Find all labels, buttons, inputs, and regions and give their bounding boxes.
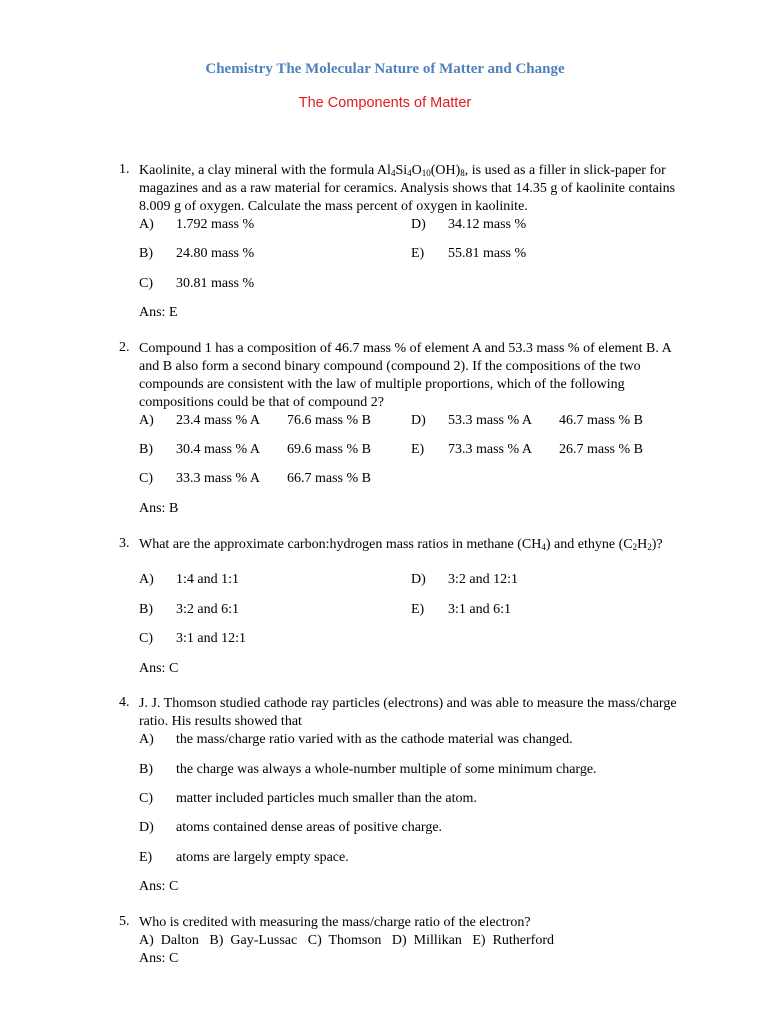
question-number: 1. — [119, 162, 130, 177]
question-number: 5. — [119, 914, 130, 929]
question-number: 3. — [119, 536, 130, 551]
answer: Ans: C — [139, 951, 179, 966]
answer: Ans: C — [139, 661, 179, 676]
question-number: 2. — [119, 340, 130, 355]
answer: Ans: B — [139, 501, 179, 516]
options-inline: A) Dalton B) Gay-Lussac C) Thomson D) Millikan E) Rutherford — [139, 933, 555, 948]
question-stem: Who is credited with measuring the mass/charge ratio of the electron? — [139, 915, 531, 930]
document-title: Chemistry The Molecular Nature of Matter and Change — [205, 61, 565, 77]
question-stem: J. J. Thomson studied cathode ray particles (electrons) and was able to measure the mass/charge ratio. His results showed that — [139, 696, 677, 729]
question-stem: Compound 1 has a composition of 46.7 mass % of element A and 53.3 mass % of element B. A and B also form a second binary compound (compound 2). If the compositions of the two compounds are consistent with the law of multiple proportions, which of the following compositions could be that of compound 2? — [139, 341, 671, 410]
document-page: Chemistry The Molecular Nature of Matter and Change The Components of Matter 1. Kaolinite, a clay mineral with the formula $Al_4Si_4O_{10}(OH)_8$, is used as a filler in slick-paper for magazines and as a raw material for ceramics. Analysis shows that 14.35 g of kaolinite contains 8.009 g of oxygen. Calculate the mass percent of oxygen in kaolinite. A) 1.792 mass % B) 24.80 mass % C) 30.81 mass % D) 34.12 mass % E) 55.81 mass % Ans: E 2. Compound 1 has a composition of 46.7 mass % of element A and 53.3 mass % of element B. A and B also form a second binary compound (compound 2). If the compositions of the two compounds are consistent with the law of multiple proportions, which of the following compositions could be that of compound 2? A) 23.4 mass % A 76.6 mass % B B) 30.4 mass % A 69.6 mass % B C) 33.3 mass % A 66.7 mass % B D) 53.3 mass % A 46.7 mass % B E) 73.3 mass % A 26.7 mass % B Ans: B 3. What are the approximate carbon:hydrogen mass ratios in methane $(CH_4)$ and ethyne $(C_2H_2)$? A) 1:4 and 1:1 B) 3:2 and 6:1 C) 3:1 and 12:1 D) 3:2 and 12:1 E) 3:1 and 6:1 Ans: C 4. J. J. Thomson studied cathode ray particles (electrons) and was able to measure the mass/charge ratio. His results showed that A) the mass/charge ratio varied with as the cathode material was changed. B) the charge was always a whole-number multiple of some minimum charge. C) matter included particles much smaller than the atom. D) atoms contained dense areas of positive charge. E) atoms are largely empty space. Ans: C 5. Who is credited with measuring the mass/charge ratio of the electron? A) Dalton B) Gay-Lussac C) Thomson D) Millikan E) Rutherford Ans: C — [0, 0, 770, 1024]
question-stem: Kaolinite, a clay mineral with the formula $Al_4Si_4O_{10}(OH)_8$, is used as a filler in slick-paper for magazines and as a raw material for ceramics. Analysis shows that 14.35 g of kaolinite contains 8.009 g of oxygen. Calculate the mass percent of oxygen in kaolinite. — [139, 163, 676, 214]
answer: Ans: C — [139, 879, 179, 894]
question-number: 4. — [119, 695, 130, 710]
document-subtitle: The Components of Matter — [298, 95, 472, 111]
question-stem: What are the approximate carbon:hydrogen mass ratios in methane $(CH_4)$ and ethyne $(C_2H_2)$? — [139, 537, 663, 552]
answer: Ans: E — [139, 305, 178, 320]
